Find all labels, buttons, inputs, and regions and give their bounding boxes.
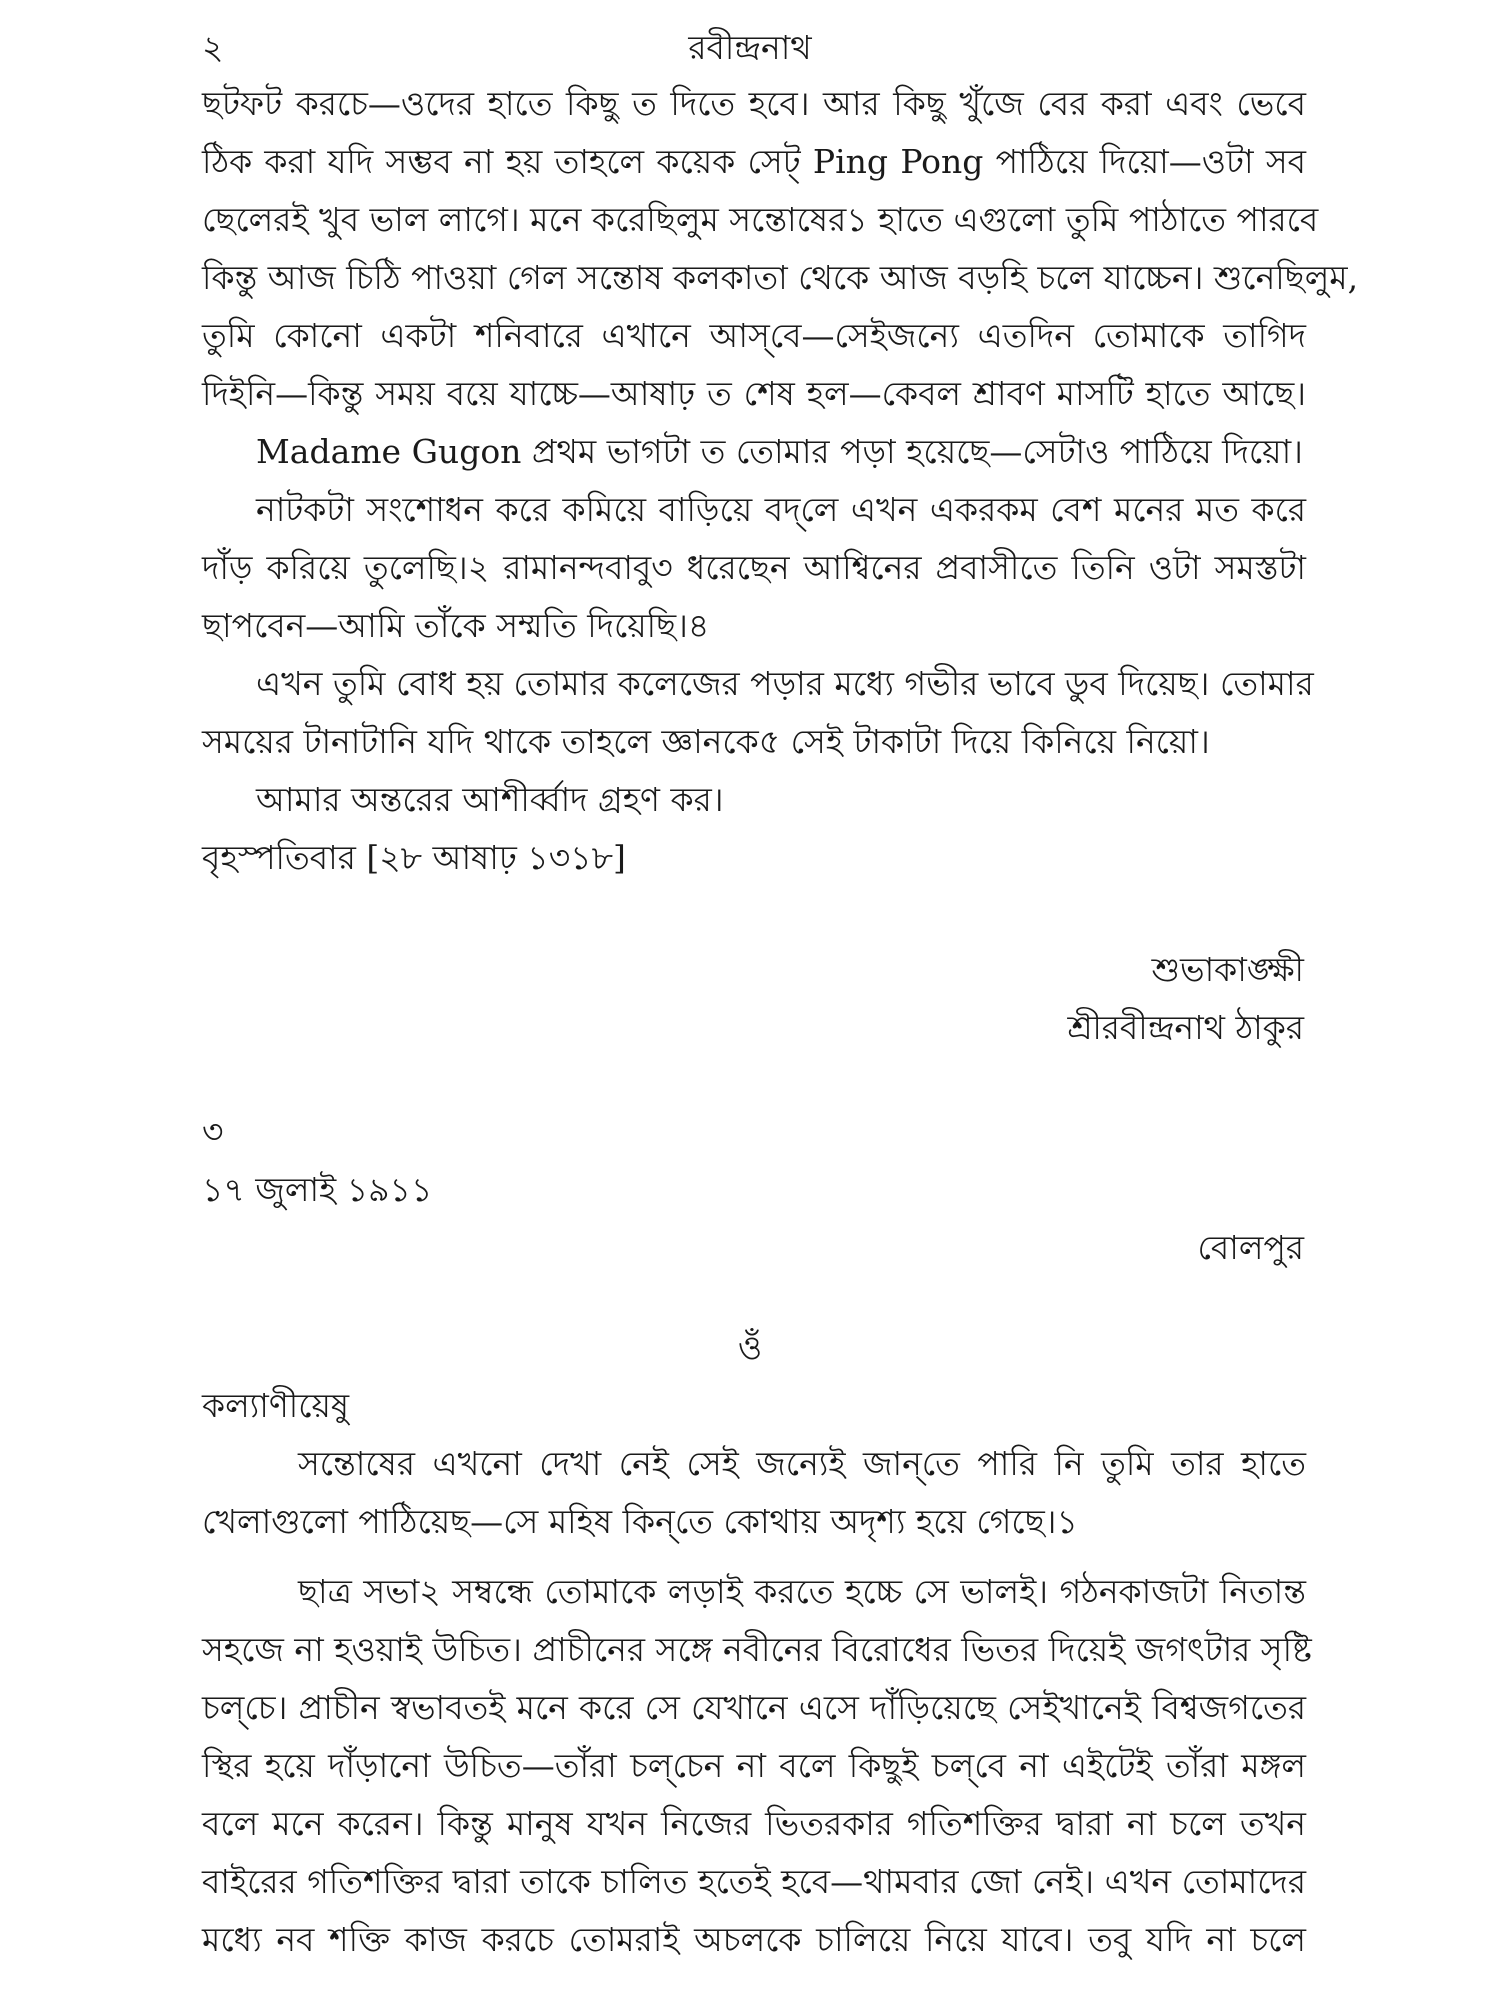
body-line: Madame Gugon প্রথম ভাগটা ত তোমার পড়া হয়েছে—সেটাও পাঠিয়ে দিয়ো।	[256, 432, 1303, 471]
body-line: দিইনি—কিন্তু সময় বয়ে যাচ্চে—আষাঢ় ত শেষ হল—কেবল শ্রাবণ মাসটি হাতে আছে।	[202, 374, 1306, 413]
body-line: এখন তুমি বোধ হয় তোমার কলেজের পড়ার মধ্যে গভীর ভাবে ডুব দিয়েছ। তোমার	[256, 664, 1314, 703]
body-line: ছেলেরই খুব ভাল লাগে। মনে করেছিলুম সন্তোষের১ হাতে এগুলো তুমি পাঠাতে পারবে	[202, 200, 1319, 239]
body-line: বলে মনে করেন। কিন্তু মানুষ যখন নিজের ভিতরকার গতিশক্তির দ্বারা না চলে তখন	[202, 1804, 1306, 1843]
letter-date: বৃহস্পতিবার [২৮ আষাঢ় ১৩১৮]	[202, 838, 626, 877]
blessing-line: আমার অন্তরের আশীর্ব্বাদ গ্রহণ কর।	[256, 780, 724, 819]
running-title: রবীন্দ্রনাথ	[688, 28, 812, 67]
body-line: চল্‌চে। প্রাচীন স্বভাবতই মনে করে সে যেখানে এসে দাঁড়িয়েছে সেইখানেই বিশ্বজগতের	[202, 1688, 1306, 1727]
signature: শ্রীরবীন্দ্রনাথ ঠাকুর	[1067, 1008, 1304, 1047]
body-line: তুমি কোনো একটা শনিবারে এখানে আস্‌বে—সেইজন্যে এতদিন তোমাকে তাগিদ	[202, 316, 1306, 355]
closing: শুভাকাঙ্ক্ষী	[1151, 950, 1304, 989]
page-number: ২	[202, 28, 224, 67]
body-line: নাটকটা সংশোধন করে কমিয়ে বাড়িয়ে বদ্‌লে এখন একরকম বেশ মনের মত করে	[256, 490, 1306, 529]
letter-place: বোলপুর	[1197, 1228, 1304, 1267]
body-line: মধ্যে নব শক্তি কাজ করচে তোমরাই অচলকে চালিয়ে নিয়ে যাবে। তবু যদি না চলে	[202, 1920, 1306, 1959]
body-line: ছাপবেন—আমি তাঁকে সম্মতি দিয়েছি।৪	[202, 606, 710, 645]
body-line: ছটফট করচে—ওদের হাতে কিছু ত দিতে হবে। আর কিছু খুঁজে বের করা এবং ভেবে	[202, 84, 1306, 123]
letter-number: ৩	[202, 1112, 224, 1151]
body-line: বাইরের গতিশক্তির দ্বারা তাকে চালিত হতেই হবে—থামবার জো নেই। এখন তোমাদের	[202, 1862, 1306, 1901]
body-line: ঠিক করা যদি সম্ভব না হয় তাহলে কয়েক সেট্ Ping Pong পাঠিয়ে দিয়ো—ওটা সব	[202, 142, 1306, 181]
body-line: খেলাগুলো পাঠিয়েছ—সে মহিষ কিন্‌তে কোথায় অদৃশ্য হয়ে গেছে।১	[202, 1502, 1078, 1541]
body-line: সময়ের টানাটানি যদি থাকে তাহলে জ্ঞানকে৫ সেই টাকাটা দিয়ে কিনিয়ে নিয়ো।	[202, 722, 1210, 761]
body-line: সহজে না হওয়াই উচিত। প্রাচীনের সঙ্গে নবীনের বিরোধের ভিতর দিয়েই জগৎটার সৃষ্টি	[202, 1630, 1312, 1669]
om-symbol: ওঁ	[737, 1328, 763, 1367]
body-line: দাঁড় করিয়ে তুলেছি।২ রামানন্দবাবু৩ ধরেছেন আশ্বিনের প্রবাসীতে তিনি ওটা সমস্তটা	[202, 548, 1306, 587]
salutation: কল্যাণীয়েষু	[202, 1386, 350, 1425]
body-line: স্থির হয়ে দাঁড়ানো উচিত—তাঁরা চল্‌চেন না বলে কিছুই চল্‌বে না এইটেই তাঁরা মঙ্গল	[202, 1746, 1306, 1785]
body-line: কিন্তু আজ চিঠি পাওয়া গেল সন্তোষ কলকাতা থেকে আজ বড়হি চলে যাচ্চেন। শুনেছিলুম,	[202, 258, 1359, 297]
letter-date: ১৭ জুলাই ১৯১১	[202, 1170, 433, 1209]
body-line: ছাত্র সভা২ সম্বন্ধে তোমাকে লড়াই করতে হচ্চে সে ভালই। গঠনকাজটা নিতান্ত	[298, 1572, 1306, 1611]
body-line: সন্তোষের এখনো দেখা নেই সেই জন্যেই জান্‌তে পারি নি তুমি তার হাতে	[298, 1444, 1306, 1483]
